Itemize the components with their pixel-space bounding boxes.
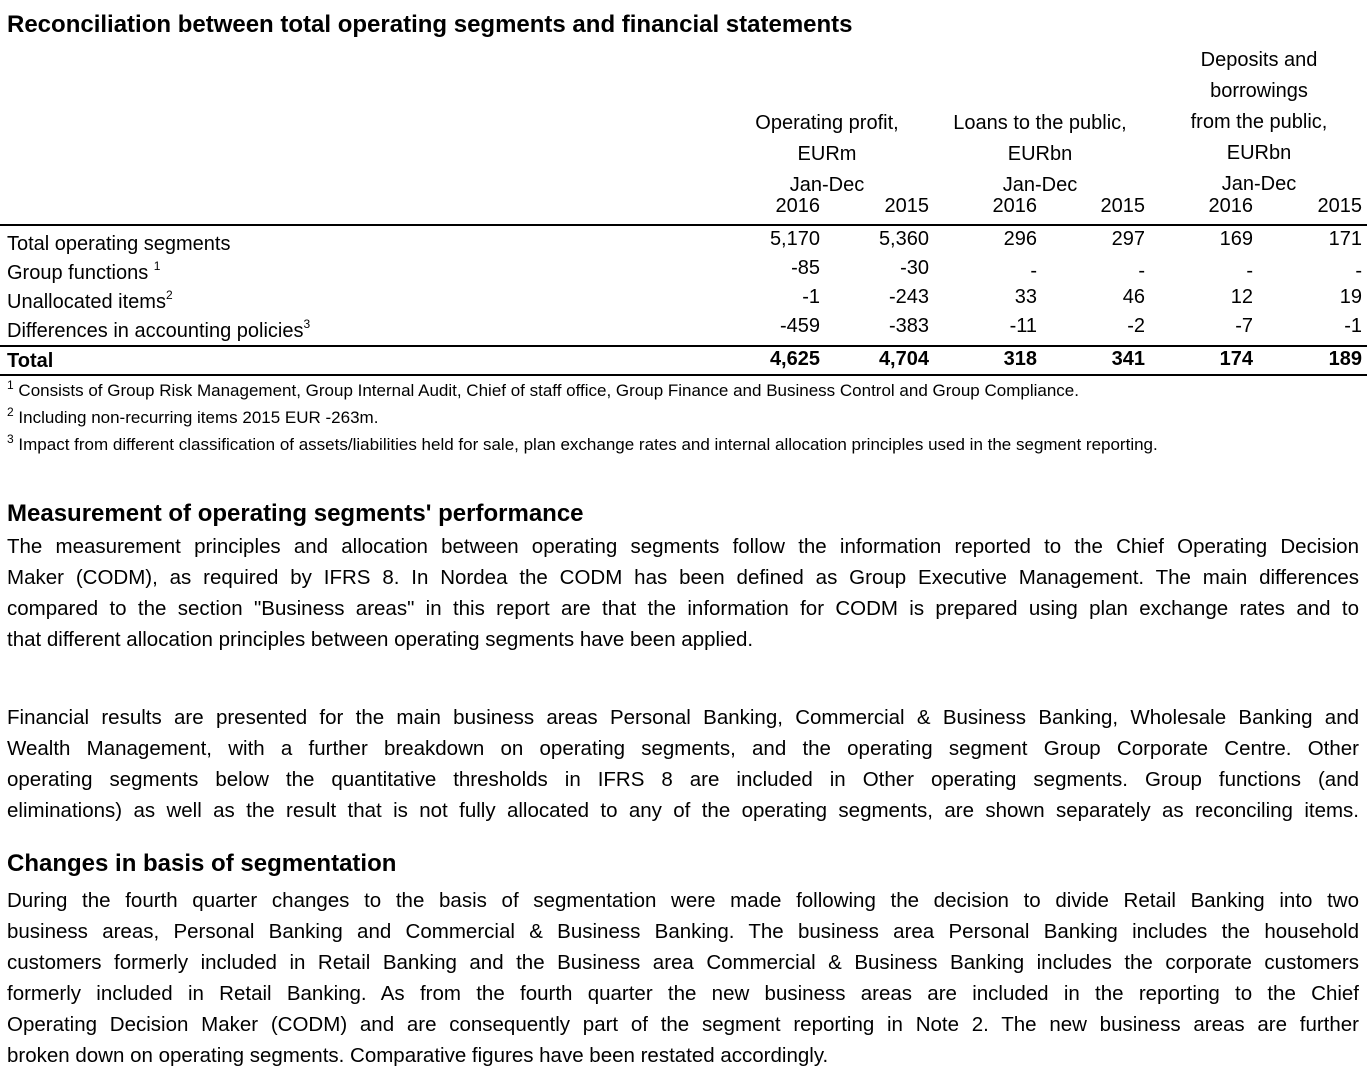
paragraph-line: that different allocation principles between operating segments have been applied.	[7, 628, 754, 652]
header-line: Jan-Dec	[1002, 174, 1078, 196]
footnote	[7, 432, 1158, 455]
year-header: 2015	[884, 195, 929, 217]
row-label-text: Differences in accounting policies	[7, 320, 304, 342]
table-cell: 297	[1111, 228, 1145, 250]
table-cell: -459	[779, 315, 820, 337]
footnote-text: Consists of Group Risk Management, Group Internal Audit, Chief of staff office, Group Finance and Business Control and Group Compliance.	[18, 381, 1079, 400]
table-cell: 171	[1328, 228, 1362, 250]
table-cell: 318	[1003, 348, 1037, 370]
year-header: 2016	[1208, 195, 1253, 217]
table-cell: -1	[802, 286, 820, 308]
paragraph-line: operating segments below the quantitative thresholds in IFRS 8 are included in Other operating segments. Group functions (and	[7, 768, 1359, 792]
year-header: 2016	[992, 195, 1037, 217]
table-total-rule	[0, 345, 1367, 347]
row-label-text: Total operating segments	[7, 233, 231, 255]
table-cell: -2	[1127, 315, 1145, 337]
table-cell: -30	[900, 257, 929, 279]
table-cell: 19	[1339, 286, 1362, 308]
table-cell: 46	[1122, 286, 1145, 308]
table-cell: -243	[888, 286, 929, 308]
table-cell: -	[1246, 260, 1253, 282]
footnote-text: Impact from different classification of assets/liabilities held for sale, plan exchange rates and internal allocation principles used in the segment reporting.	[18, 435, 1158, 454]
paragraph-line: broken down on operating segments. Comparative figures have been restated accordingly.	[7, 1044, 829, 1068]
table-cell: 5,170	[769, 228, 820, 250]
table-cell: 4,704	[878, 348, 929, 370]
header-line: Loans to the public,	[953, 112, 1127, 134]
row-label-footnote-ref: 2	[165, 288, 173, 302]
paragraph-line: customers formerly included in Retail Banking and the Business area Commercial & Business Banking includes the corporate customers	[7, 951, 1359, 975]
header-operating-profit	[722, 108, 932, 201]
table-cell: -	[1355, 260, 1362, 282]
table-cell: 33	[1014, 286, 1037, 308]
table-cell: -	[1030, 260, 1037, 282]
table-cell: 5,360	[878, 228, 929, 250]
page-title: Reconciliation between total operating segments and financial statements	[7, 11, 853, 38]
header-line: Deposits and	[1200, 49, 1318, 71]
table-cell: -7	[1235, 315, 1253, 337]
year-header: 2015	[1317, 195, 1362, 217]
table-cell: 12	[1230, 286, 1253, 308]
table-cell: 169	[1219, 228, 1253, 250]
paragraph-line: Financial results are presented for the main business areas Personal Banking, Commercial & Business Banking, Wholesale Banking and	[7, 706, 1359, 729]
header-line: EURbn	[1226, 142, 1292, 164]
table-top-rule	[0, 224, 1367, 226]
header-deposits	[1150, 45, 1367, 200]
paragraph-line: Operating Decision Maker (CODM) and are consequently part of the segment reporting in Note 2. The new business areas are further	[7, 1013, 1359, 1037]
footnote-text: Including non-recurring items 2015 EUR -263m.	[18, 408, 379, 427]
paragraph-line: During the fourth quarter changes to the basis of segmentation were made following the decision to divide Retail Banking into two	[7, 889, 1359, 912]
section-paragraph	[7, 885, 1359, 1072]
header-line: EURm	[797, 143, 857, 165]
table-cell: -1	[1344, 315, 1362, 337]
header-line: EURbn	[1007, 143, 1073, 165]
section-heading: Changes in basis of segmentation	[7, 850, 397, 877]
year-header: 2015	[1100, 195, 1145, 217]
row-label-footnote-ref: 3	[303, 317, 311, 331]
header-line: Jan-Dec	[1221, 173, 1297, 195]
table-cell: 174	[1219, 348, 1253, 370]
section-paragraph	[7, 531, 1359, 655]
row-label-text: Group functions	[7, 262, 154, 284]
paragraph-line: eliminations) as well as the result that is not fully allocated to any of the operating segments, are shown separately as reconciling items.	[7, 799, 1359, 823]
header-line: Operating profit,	[755, 112, 899, 134]
paragraph-line: The measurement principles and allocation between operating segments follow the information reported to the Chief Operating Decision	[7, 535, 1359, 558]
footnote	[7, 405, 379, 428]
footnote-number: 3	[7, 432, 14, 446]
table-cell: -11	[1009, 315, 1037, 337]
table-cell: 296	[1003, 228, 1037, 250]
section-paragraph	[7, 702, 1359, 826]
row-label	[7, 259, 161, 285]
paragraph-line: business areas, Personal Banking and Commercial & Business Banking. The business area Personal Banking includes the household	[7, 920, 1359, 944]
row-label	[7, 288, 173, 314]
header-loans-to-public	[930, 108, 1150, 201]
header-line: from the public,	[1190, 111, 1328, 133]
footnote	[7, 378, 1079, 401]
row-label-text: Unallocated items	[7, 291, 166, 313]
row-label	[7, 233, 230, 256]
header-line: borrowings	[1210, 80, 1308, 102]
year-header: 2016	[775, 195, 820, 217]
table-bottom-rule	[0, 374, 1367, 376]
paragraph-line: Maker (CODM), as required by IFRS 8. In Nordea the CODM has been defined as Group Executive Management. The main differences	[7, 566, 1359, 590]
section-heading: Measurement of operating segments' performance	[7, 500, 584, 527]
row-label	[7, 317, 311, 343]
paragraph-line: Wealth Management, with a further breakdown on operating segments, and the operating segment Group Corporate Centre. Other	[7, 737, 1359, 761]
table-cell: 341	[1111, 348, 1145, 370]
header-line: Jan-Dec	[789, 174, 865, 196]
table-cell: -383	[888, 315, 929, 337]
table-cell: 189	[1328, 348, 1362, 370]
table-cell: -85	[791, 257, 820, 279]
row-label-footnote-ref: 1	[153, 259, 161, 273]
footnote-number: 1	[7, 378, 14, 392]
table-cell: 4,625	[769, 348, 820, 370]
total-label: Total	[7, 350, 54, 372]
table-cell: -	[1138, 260, 1145, 282]
footnote-number: 2	[7, 405, 14, 419]
paragraph-line: compared to the section "Business areas" in this report are that the information for CODM is prepared using plan exchange rates and to	[7, 597, 1359, 621]
paragraph-line: formerly included in Retail Banking. As from the fourth quarter the new business areas are included in the reporting to the Chief	[7, 982, 1359, 1006]
